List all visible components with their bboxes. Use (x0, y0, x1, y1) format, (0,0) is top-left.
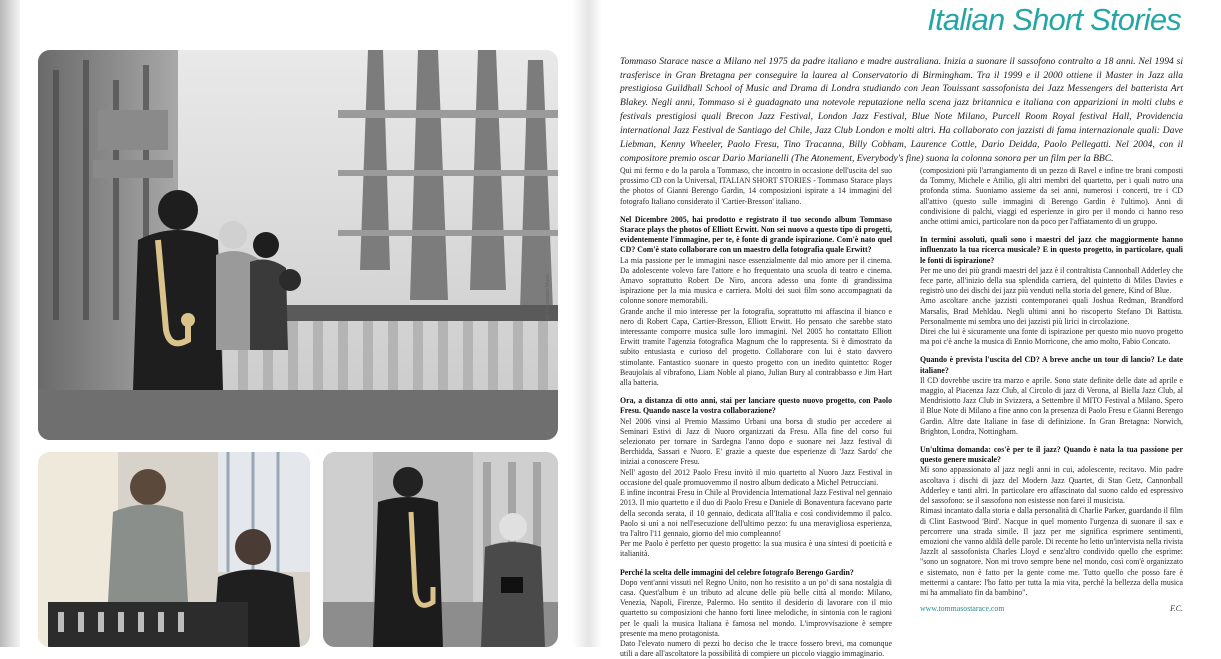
interview-answer: E infine incontrai Fresu in Chile al Providencia International Jazz Festival nel gennaio 2013. Il mio quartetto e il duo di Paolo Fresu e Daniele di Bonaventura facevano parte della seconda serata, il 10 gennaio, dedicata all'Italia e così condividemmo il palco. Paolo si unì a noi nell'esecuzione dell'ultimo pezzo: fu una meravigliosa esperienza, tra l'altro l'11 gennaio, giorno del mio compleanno! (620, 488, 892, 538)
interview-answer: Grande anche il mio interesse per la fotografia, soprattutto mi affascina il bianco e nero di Robert Capa, Cartier-Bresson, Elliott Erwitt. Ho pensato che sarebbe stato interessante comporre musica sulle loro immagini. Nel 2005 ho contattato Elliott Erwitt tramite l'agenzia fotografica Magnum che lo rappresenta. Si è dimostrato da subito entusiasta e curioso del progetto. Collaborare con lui è stato davvero stimolante. Fantastico suonare in questo progetto con un inedito quintetto: Roger Beaujolais al vibrafono, Liam Noble al piano, Julian Bury al contrabbasso e Jim Hart alla batteria. (620, 306, 892, 388)
interview-answer: Rimasi incantato dalla storia e dalla personalità di Charlie Parker, guardando il film di Clint Eastwood 'Bird'. Nacque in quel momento l'urgenza di suonare il sax e percorrere una strada simile. Il jazz per me significa esprimere sentimenti, emozioni che vanno aldilà delle parole. Di recente ho letto un'intervista nella rivista JazzIt al sassofonista Charles Lloyd e senz'altro condivido quello che esprime: "sono un sognatore. Non mi trovo sempre bene nel mondo, così com'è organizzato e sistemato, non è fatto per la gente come me. Tutto quello che posso fare è mettermi a cantare: l'ho fatto per tutta la mia vita, perché la bellezza della musica mi ha ammaliato fin da bambino". (920, 506, 1183, 597)
interview-answer: Mi sono appassionato al jazz negli anni in cui, adolescente, recitavo. Mio padre ascoltava i dischi di jazz del Modern Jazz Quartet, di Stan Getz, Cannonball Adderley e tanti altri. In particolare ero affascinato dal suono caldo ed espressivo del sassofono: se il sassofono non esistesse non farei il musicista. (920, 465, 1183, 506)
interview-answer: Amo ascoltare anche jazzisti contemporanei quali Joshua Redman, Brandford Marsalis, Brad Mehldau. Negli ultimi anni ho riscoperto Stefano Di Battista. Personalmente mi sembra uno dei jazzisti più lirici in circolazione. (920, 296, 1183, 326)
article-column-2 (920, 166, 1183, 615)
interview-question: Un'ultima domanda: cos'è per te il jazz? Quando è nata la tua passione per questo genere musicale? (920, 445, 1183, 465)
magazine-section-title: Italian Short Stories (927, 2, 1181, 37)
interview-question: Perché la scelta delle immagini del celebre fotografo Berengo Gardin? (620, 567, 854, 577)
saxophonist-and-photographer-photo (323, 452, 558, 647)
interview-answer: (composizioni più l'arrangiamento di un pezzo di Ravel e infine tre brani composti da Tommy, Michele e Attilio, gli altri membri del quartetto, per i quali nutro una profonda stima. Suoniamo assieme da sei anni, numerosi i concerti, tre i CD all'attivo (questo sulle immagini di Berengo Gardin è l'ultimo). Anni di condivisione di palchi, viaggi ed esperienze in giro per il mondo ci hanno reso anche ottimi amici, particolare non da poco per l'affiatamento di un gruppo. (920, 166, 1183, 227)
interview-question: Nel Dicembre 2005, hai prodotto e registrato il tuo secondo album Tommaso Starace plays the photos of Elliott Erwitt. Non sei nuovo a questo tipo di progetti, evidentemente l'immagine, per te, è fonte di grande ispirazione. Com'è nato quel CD? Com'è stato collaborare con un maestro della fotografia quale Erwitt? (620, 214, 892, 255)
website-link[interactable]: www.tommasostarace.com (920, 604, 1005, 614)
saxophonist-and-photographer-image (323, 452, 558, 647)
studio-photo (38, 452, 310, 647)
article-column-1 (620, 166, 892, 659)
main-photo-image (38, 50, 558, 440)
interview-answer: Direi che lui è sicuramente una fonte di ispirazione per questo mio nuovo progetto ma poi c'è anche la musica di Ennio Morricone, che amo molto, Fabio Concato. (920, 327, 1183, 347)
interview-question: Quando è prevista l'uscita del CD? A breve anche un tour di lancio? Le date italiane? (920, 355, 1183, 375)
interview-answer: Per me Paolo è perfetto per questo progetto: la sua musica è una sintesi di poeticità e italianità. (620, 539, 892, 559)
interview-answer: La mia passione per le immagini nasce essenzialmente dal mio amore per il cinema. Da adolescente volevo fare l'attore e ho frequentato una scuola di teatro e cinema. Amavo soprattutto Robert De Niro, ancora adesso una fonte di grandissima ispirazione per la mia musica e carriera. Molti dei suoi film sono accompagnati da colonne sonore memorabili. (620, 255, 892, 306)
author-signature: F.C. (1170, 604, 1183, 614)
interview-answer: Dopo vent'anni vissuti nel Regno Unito, non ho resistito a un po' di sana nostalgia di casa. Quest'album è un tributo ad alcune delle più belle città al mondo: Milano, Venezia, Napoli, Firenze, Palermo. Ho sentito il desiderio di lavorare con il mio quartetto su composizioni che hanno forti linee melodiche, in sintonia con le ragioni per le quali la musica Italiana è famosa nel mondo. L'improvvisazione è sempre presente ma meno protagonista. (620, 577, 892, 638)
interview-answer: Il CD dovrebbe uscire tra marzo e aprile. Sono state definite delle date ad aprile e maggio, al Piacenza Jazz Club, al Circolo di jazz di Verona, al Biella Jazz Club, al Mendrisiotto Jazz Club in Svizzera, a Settembre il MITO Festival a Milano. Spero il Blue Note di Milano a fine anno con la presenza di Paolo Fresu e Gianni Berengo Gardin. Altre date Italiane in fase di definizione. In Gran Bretagna: Norwich, Brighton, Londra, Nottingham. (920, 375, 1183, 436)
interview-question: In termini assoluti, quali sono i maestri del jazz che maggiormente hanno influenzato la tua ricerca musicale? E in questo progetto, in particolare, quali le fonti di ispirazione? (920, 235, 1183, 265)
interview-answer: Nell' agosto del 2012 Paolo Fresu invitò il mio quartetto al Nuoro Jazz Festival in occasione del quale promuovemmo il nostro album dedicato a Michel Petrucciani. (620, 467, 892, 487)
interview-answer: Per me uno dei più grandi maestri del jazz è il contraltista Cannonball Adderley che fece parte, all'inizio della sua splendida carriera, del quintetto di Miles Davies e registrò uno dei dischi dei jazz più venduti nella storia del genere, Kind of Blue. (920, 265, 1183, 296)
interview-answer: Dato l'elevato numero di pezzi ho deciso che le tracce fossero brevi, ma comunque utili a dare all'ascoltatore la possibilità di compiere un piccolo viaggio immaginario. (620, 638, 892, 659)
studio-photo-image (38, 452, 310, 647)
intro-paragraph: Tommaso Starace nasce a Milano nel 1975 da padre italiano e madre australiana. Inizia a suonare il sassofono contralto a 18 anni. Nel 1994 si trasferisce in Gran Bretagna per conseguire la laurea al Conservatorio di Birmingham. Tra il 1999 e il 2000 ottiene il Master in Jazz alla prestigiosa Guildhall School of Music and Drama di Londra studiando con Jean Touissant sassofonista dei Jazz Messengers del batterista Art Blakey. Negli anni, Tommaso si è guadagnato una notevole reputazione nella scena jazz britannica e italiana con apparizioni in molti clubs e festivals prestigiosi quali Brecon Jazz Festival, London Jazz Festival, Blue Note Milano, Purcell Room Royal festival Hall, Providencia international Jazz Festival de Santiago del Chile, Jazz Club London e molti altri. Ha collaborato con jazzisti di fama internazionale quali: Dave Liebman, Kenny Wheeler, Paolo Fresu, Tino Tracanna, Billy Cobham, Laurence Cottle, Dario Deidda, Paolo Pellegatti. Nel 2004, con il compositore premio oscar Dario Marianelli (The Atonement, Everybody's fine) suona la colonna sonora per un film per la BBC. (620, 55, 1183, 164)
photo-credit: ph. Francesco Mauri (545, 274, 551, 320)
main-photo-saxophonist-rooftop (38, 50, 558, 440)
interview-answer: Nel 2006 vinsi al Premio Massimo Urbani una borsa di studio per accedere ai Seminari Estivi di Jazz di Nuoro organizzati da Fresu. Alla fine del corso fui selezionato per tornare in Sardegna l'anno dopo e suonare nei Jazz festival di Berchidda, Sassari e Nuoro. E' grazie a queste due esperienze di 'Jazz Sardo' che iniziai a conoscere Fresu. (620, 416, 892, 467)
article-paragraph: Qui mi fermo e do la parola a Tommaso, che incontro in occasione dell'uscita del suo prossimo CD con la Universal, ITALIAN SHORT STORIES - Tommaso Starace plays the photos of Gianni Berengo Gardin, 14 composizioni ispirate a 14 immagini del fotografo Italiano considerato il 'Cartier-Bresson' italiano. (620, 166, 892, 206)
interview-question: Ora, a distanza di otto anni, stai per lanciare questo nuovo progetto, con Paolo Fresu. Quando nasce la vostra collaborazione? (620, 396, 892, 416)
